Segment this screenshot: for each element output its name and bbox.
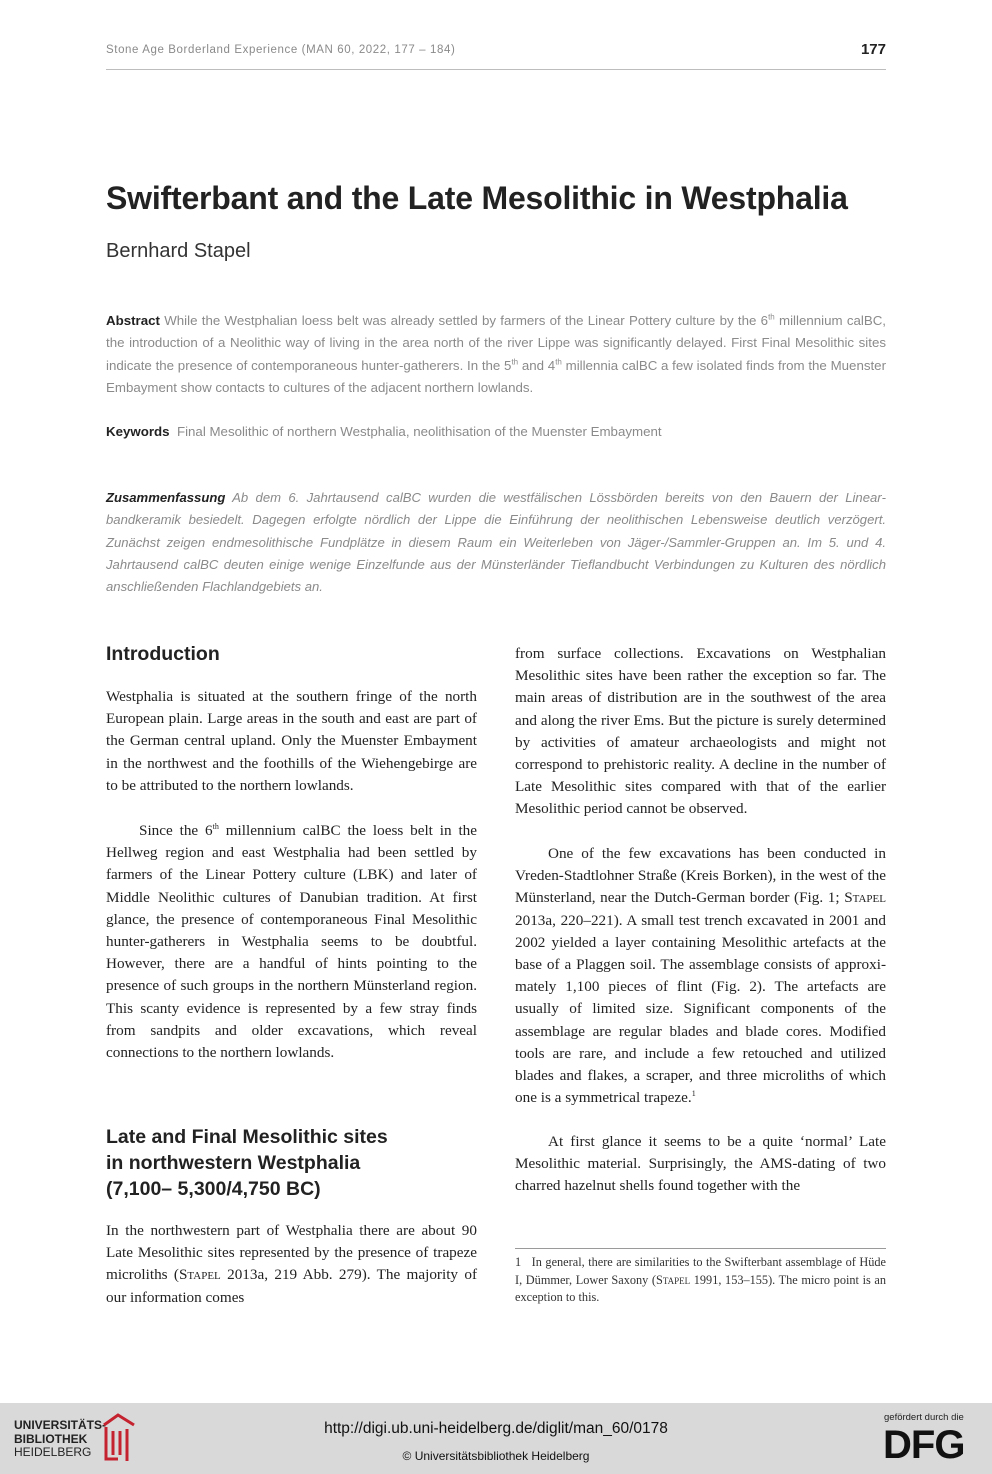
ub-line: BIBLIOTHEK xyxy=(14,1431,88,1446)
citation-author: Stapel xyxy=(656,1272,691,1287)
keywords-label: Keywords xyxy=(106,424,170,439)
footer-copyright: © Universitätsbibliothek Heidelberg xyxy=(402,1449,590,1463)
paragraph xyxy=(106,820,477,1064)
dfg-funding-note: gefördert durch die xyxy=(884,1412,964,1423)
keywords xyxy=(106,421,886,443)
running-head: Stone Age Borderland Experience (MAN 60, 2022, 177 – 184) xyxy=(106,44,456,56)
abstract xyxy=(106,310,886,399)
abstract-label: Abstract xyxy=(106,313,160,328)
page-number: 177 xyxy=(860,41,886,58)
article-author: Bernhard Stapel xyxy=(106,240,251,262)
footer-bar xyxy=(0,1403,992,1474)
abstract-text: and 4 xyxy=(518,357,556,373)
footnote-number: 1 xyxy=(515,1255,522,1269)
footnote-rule xyxy=(515,1248,886,1249)
superscript: th xyxy=(555,357,562,367)
footnote xyxy=(515,1254,890,1307)
zusammenfassung-text: Ab dem 6. Jahrtausend calBC wurden die westfälischen Lössbörden bereits von den Bauern der Linearbandkeramik besiedelt. Dagegen erfolgte nördlich der Lippe die Einführung der neolithischen Lebensweise deutlich verzögert. Zunächst zeigen endmesolithische Fundplätze in diesem Raum ein Weiterleben von Jäger-/Sammler-Gruppen an. Im 5. und 4. Jahrtausend calBC deuten einige wenige Einzelfunde aus der Münsterländer Tieflandbucht Verbindungen zu Kulturen des nördlich anschließenden Flachlandgebiets an. xyxy=(106,490,886,595)
ub-line: HEIDELBERG xyxy=(14,1445,92,1459)
zusammenfassung-label: Zusammenfassung xyxy=(106,490,226,505)
dfg-logo-icon: DFG xyxy=(883,1423,965,1467)
paragraph-text: In the northwestern part of Westphalia there are about 90 Late Mesolithic sites represented by the presence of trapeze microliths ( xyxy=(106,1222,477,1284)
abstract-text: While the Westphalian loess belt was already settled by farmers of the Linear Pottery culture by the 6 xyxy=(159,313,769,328)
footnote-marker[interactable]: 1 xyxy=(691,1089,696,1099)
footnote-text: 1991, 153–155). The micro point is an exception to this. xyxy=(515,1272,886,1304)
abstract-text: millennia calBC a few isolated finds from the Muenster Embayment show contacts to cultures of the adjacent northern lowlands. xyxy=(106,357,886,395)
paragraph: from surface collections. Excavations on Westphalian Mesolithic sites have been rather the exception so far. The main areas of distribution are in the southwest of the area and along the river Ems. But the picture is surely determined by activities of amateur archaeologists and might not correspond to prehistoric reality. A decline in the number of Late Mesolithic sites compared with that of the earlier Mesolithic period cannot be observed. xyxy=(515,645,886,818)
paragraph xyxy=(515,843,886,1109)
heading-line: in northwestern Westphalia xyxy=(106,1152,361,1174)
ub-line: UNIVERSITÄTS- xyxy=(14,1418,107,1432)
paragraph-text: One of the few excavations has been conducted in Vreden-Stadtlohner Straße (Kreis Borken), in the west of the Münsterland, near the Dutch-German border (Fig. 1; xyxy=(515,845,886,907)
header-rule xyxy=(106,69,886,70)
abstract-text: millennium calBC, the introduction of a Neolithic way of living in the area north of the river Lippe was significantly delayed. First Final Mesolithic sites indicate the presence of contemporaneous hunter-gatherers. In the 5 xyxy=(106,313,886,373)
footnote-text: In general, there are similarities to the Swifterbant assemblage of Hüde I, Dümmer, Lower Saxony ( xyxy=(515,1255,890,1287)
superscript: th xyxy=(768,312,775,322)
paragraph: Westphalia is situated at the southern fringe of the north European plain. Large areas in the south and east are part of the German central upland. Only the Muenster Embayment in the northwest and the foothills of the Wiehengebirge are to be attributed to the northern lowlands. xyxy=(106,688,477,794)
citation-author: Stapel xyxy=(178,1266,221,1284)
zusammenfassung xyxy=(106,487,886,598)
paragraph: At first glance it seems to be a quite ‘normal’ Late Mesolithic material. Surprisingly, the AMS-dating of two charred hazelnut shells found together with the xyxy=(515,1133,886,1195)
paragraph-text: Since the 6 xyxy=(139,822,213,839)
paragraph-text: 2013a, 220–221). A small test trench excavated in 2001 and 2002 yielded a layer containing Mesolithic artefacts at the base of a Plaggen soil. The assemblage consists of approximately 1,100 pieces of flint (Fig. 2). The artefacts are usually of limited size. Significant components of the assemblage are regular blades and blade cores. Modified tools are rare, and include a few retouched and utilized blades and flakes, a scraper, and three microliths of which one is a symmetrical trapeze. xyxy=(515,911,886,1107)
section-heading-introduction: Introduction xyxy=(106,643,220,665)
superscript: th xyxy=(212,821,219,831)
superscript: th xyxy=(511,357,519,367)
section-heading-late-final-mesolithic xyxy=(106,1124,388,1202)
footer-url-link[interactable]: http://digi.ub.uni-heidelberg.de/diglit/man_60/0178 xyxy=(324,1420,668,1437)
heading-line: (7,100– 5,300/4,750 BC) xyxy=(106,1178,321,1200)
paragraph xyxy=(106,1220,477,1309)
citation-author: Stapel xyxy=(844,889,886,907)
keywords-text: Final Mesolithic of northern Westphalia, neolithisation of the Muenster Embayment xyxy=(169,424,662,439)
article-title: Swifterbant and the Late Mesolithic in Westphalia xyxy=(106,180,848,216)
paragraph-text: millennium calBC the loess belt in the Hellweg region and east Westphalia had been settled by farmers of the Linear Pottery culture (LBK) and later of Middle Neolithic cultures of Danubian tradition. At first glance, the presence of contemporaneous Final Mesolithic hunter-gatherers in Westphalia seems to be doubtful. However, there are a handful of hints pointing to the presence of such groups in the northern Münsterland region. This scanty evidence is represented by a few stray finds from sandpits and older excavations, which reveal connections to the northern lowlands. xyxy=(106,822,478,1062)
paragraph-text: 2013a, 219 Abb. 279). The majority of our information comes xyxy=(106,1266,477,1306)
heading-line: Late and Final Mesolithic sites xyxy=(106,1126,388,1148)
